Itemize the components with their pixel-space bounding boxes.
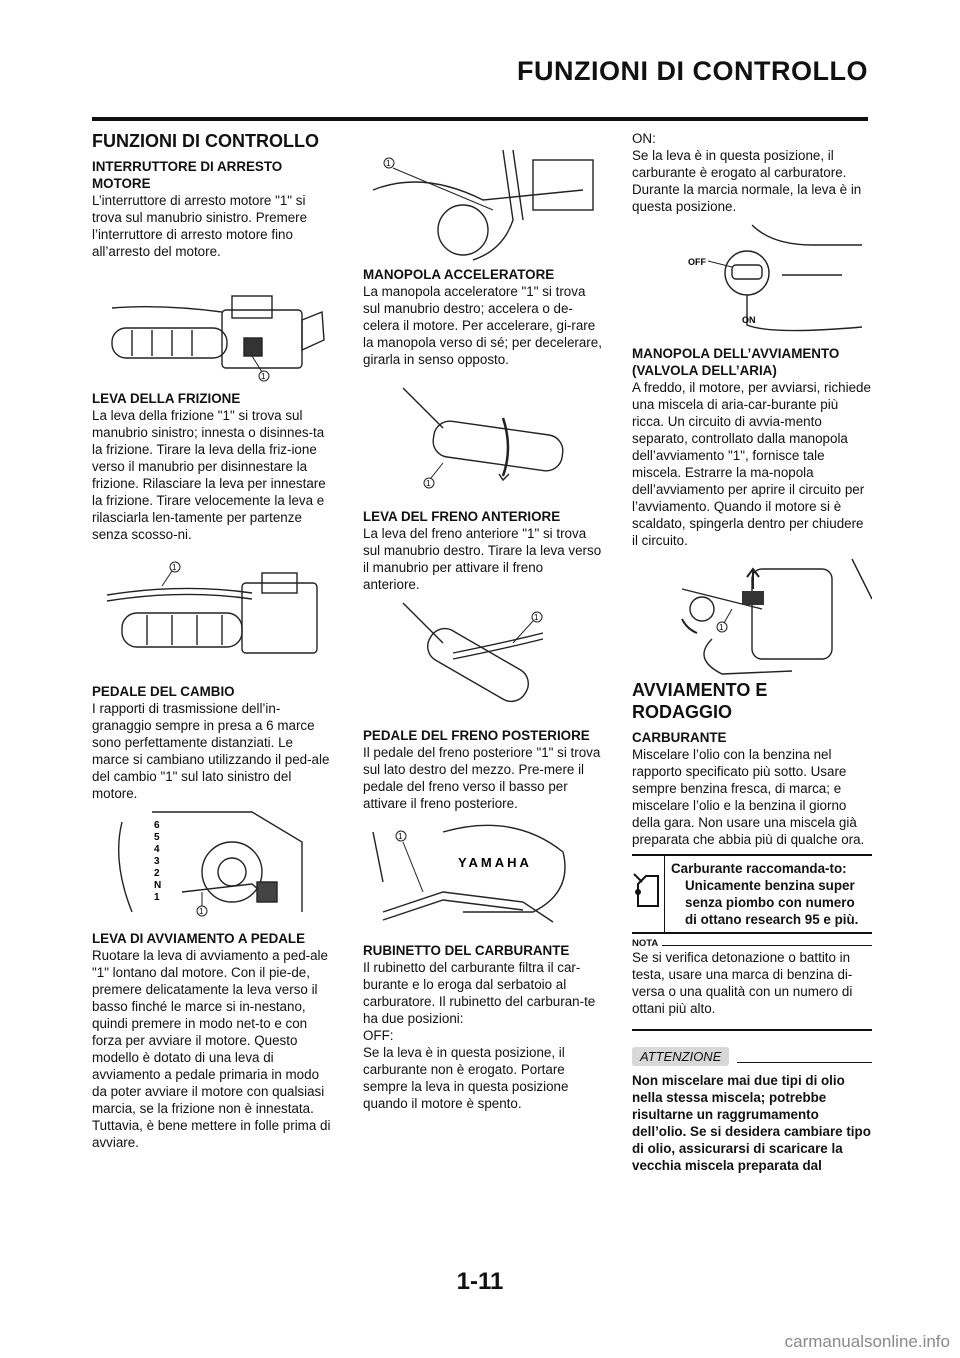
throttle-figure bbox=[363, 368, 603, 508]
note-header bbox=[632, 938, 872, 949]
fuel-can-icon bbox=[632, 856, 665, 932]
choke-text: A freddo, il motore, per avviarsi, richiede una miscela di aria-car-burante più ricca. Un circuito di avvia-mento separato, controllato dalla manopola dell’avviamento "1", fornisce tale miscela. Estrarre la ma-nopola dell’avviamento per aprire il circuito per l’avviamento. Quando il motore si è scaldato, spingerla dentro per chiudere il circuito. bbox=[632, 380, 871, 548]
stop-switch-figure bbox=[92, 260, 332, 390]
throttle-heading: MANOPOLA ACCELERATORE bbox=[363, 267, 555, 282]
callout-label: 1 bbox=[719, 623, 724, 632]
gear-label: 5 bbox=[154, 832, 160, 843]
front-brake-figure bbox=[363, 593, 603, 727]
stop-switch-text: L’interruttore di arresto motore "1" si trova sul manubrio sinistro. Premere l’interruttore di arresto motore fino all’arresto del motore. bbox=[92, 193, 308, 259]
gear-label: 1 bbox=[154, 892, 160, 903]
callout-label: 1 bbox=[426, 479, 431, 488]
choke-figure bbox=[632, 549, 872, 679]
shift-pedal-figure bbox=[92, 802, 332, 930]
rear-brake-figure bbox=[363, 812, 603, 942]
callout-label: 1 bbox=[261, 372, 266, 381]
throttle-text: La manopola acceleratore "1" si trova sul manubrio destro; accelera o de-celera il motore. Per accelerare, gi-rare la manopola verso di sé; per decelerare, girarla in senso opposto. bbox=[363, 284, 602, 367]
gear-label: 6 bbox=[154, 820, 160, 831]
fuel-cock-off-label: OFF: bbox=[363, 1028, 394, 1043]
header-rule bbox=[92, 117, 868, 121]
note-label: NOTA bbox=[632, 938, 659, 949]
gear-label: N bbox=[154, 880, 162, 891]
shift-pedal-heading: PEDALE DEL CAMBIO bbox=[92, 684, 235, 699]
stop-switch-heading: INTERRUTTORE DI ARRESTO MOTORE bbox=[92, 159, 283, 191]
kickstarter-heading: LEVA DI AVVIAMENTO A PEDALE bbox=[92, 931, 306, 946]
note-text: Se si verifica detonazione o battito in testa, usare una marca di benzina di-versa o una qualità con un numero di ottani più alto. bbox=[632, 950, 853, 1016]
clutch-figure bbox=[92, 543, 332, 683]
fuel-cock-on-tag: ON bbox=[742, 315, 756, 325]
section-title-startup: AVVIAMENTO E RODAGGIO bbox=[632, 680, 768, 722]
callout-label: 1 bbox=[386, 159, 391, 168]
fuel-cock-off-text: Se la leva è in questa posizione, il carburante non è erogato. Portare sempre la leva in questa posizione quando il motore è spento. bbox=[363, 1045, 569, 1111]
fuel-cock-on-label: ON: bbox=[632, 131, 656, 146]
fuel-cock-figure bbox=[632, 215, 872, 345]
rear-brake-text: Il pedale del freno posteriore "1" si trova sul lato destro del mezzo. Pre-mere il pedale del freno verso il basso per attivare il freno posteriore. bbox=[363, 745, 601, 811]
choke-heading: MANOPOLA DELL’AVVIAMENTO (VALVOLA DELL’ARIA) bbox=[632, 346, 840, 378]
callout-label: 1 bbox=[398, 832, 403, 841]
fuel-cock-heading: RUBINETTO DEL CARBURANTE bbox=[363, 943, 570, 958]
column-3 bbox=[632, 130, 872, 1174]
kickstarter-text: Ruotare la leva di avviamento a ped-ale "1" lontano dal motore. Con il pie-de, premere delicatamente la leva verso il basso finché le marce si in-nestano, quindi premere in modo net-to e con forza per avviare il motore. Questo modello è dotato di una leva di avviamento a pedale primaria in modo da poter avviare il motore con qualsiasi marcia, se la frizione non è innestata. Tuttavia, è bene mettere in folle prima di avviare. bbox=[92, 948, 331, 1150]
recommended-fuel-title: Carburante raccomanda-to: bbox=[671, 861, 847, 876]
fuel-cock-off-tag: OFF bbox=[688, 257, 706, 267]
attention-label: ATTENZIONE bbox=[632, 1047, 729, 1066]
callout-label: 1 bbox=[172, 563, 177, 572]
clutch-text: La leva della frizione "1" si trova sul manubrio sinistro; innesta o disinnes-ta la frizione. Tirare la leva della friz-ione verso il manubrio per disinnestare la frizione. Rilasciare la leva per innestare la frizione. Tirare velocemente la leva e rilasciarla len-tamente per partenze senza scosso-ni. bbox=[92, 408, 326, 542]
rear-brake-heading: PEDALE DEL FRENO POSTERIORE bbox=[363, 728, 590, 743]
column-2 bbox=[363, 130, 603, 1112]
watermark: carmanualsonline.info bbox=[784, 1332, 950, 1351]
fuel-cock-text: Il rubinetto del carburante filtra il car-burante e lo eroga dal serbatoio al carburatore. Il rubinetto del carburan-te ha due posizioni: bbox=[363, 960, 596, 1026]
callout-label: 1 bbox=[534, 613, 539, 622]
front-brake-heading: LEVA DEL FRENO ANTERIORE bbox=[363, 509, 561, 524]
callout-label: 1 bbox=[199, 907, 204, 916]
attention-header bbox=[632, 1047, 872, 1066]
page-header-title: FUNZIONI DI CONTROLLO bbox=[517, 56, 868, 86]
attention-text: Non miscelare mai due tipi di olio nella stessa miscela; potrebbe risultarne un raggrumamento dell’olio. Se si desidera cambiare tipo di olio, assicurarsi di scaricare la vecchia miscela preparata dal bbox=[632, 1073, 871, 1173]
section-title-controls: FUNZIONI DI CONTROLLO bbox=[92, 131, 319, 151]
page-number: 1-11 bbox=[456, 1268, 504, 1295]
note-end-rule bbox=[632, 1029, 872, 1031]
gear-label: 2 bbox=[154, 868, 160, 879]
fuel-cock-on-text: Se la leva è in questa posizione, il carburante è erogato al carburatore. Durante la marcia normale, la leva è in questa posizione. bbox=[632, 148, 862, 214]
recommended-fuel-text: Unicamente benzina super senza piombo con numero di ottano research 95 e più. bbox=[685, 878, 859, 927]
clutch-heading: LEVA DELLA FRIZIONE bbox=[92, 391, 241, 406]
fuel-text: Miscelare l’olio con la benzina nel rapporto specificato più sotto. Usare sempre benzina fresca, di marca; e miscelare l’olio e la benzina il giorno della gara. Non usare una miscela già preparata che abbia più di qualche ora. bbox=[632, 747, 865, 847]
fuel-heading: CARBURANTE bbox=[632, 730, 727, 745]
column-1 bbox=[92, 130, 332, 1151]
recommended-fuel-box bbox=[632, 854, 872, 934]
yamaha-logo: YAMAHA bbox=[458, 855, 532, 870]
gear-label: 3 bbox=[154, 856, 160, 867]
shift-pedal-text: I rapporti di trasmissione dell’in-granaggio sempre in presa a 6 marce sono perfettamente distanziati. Le marce si cambiano utilizzando il ped-ale del cambio "1" sul lato sinistro del motore. bbox=[92, 701, 330, 801]
front-brake-text: La leva del freno anteriore "1" si trova sul manubrio destro. Tirare la leva verso il manubrio per attivare il freno anteriore. bbox=[363, 526, 602, 592]
gear-label: 4 bbox=[154, 844, 160, 855]
kickstarter-figure bbox=[363, 130, 603, 266]
